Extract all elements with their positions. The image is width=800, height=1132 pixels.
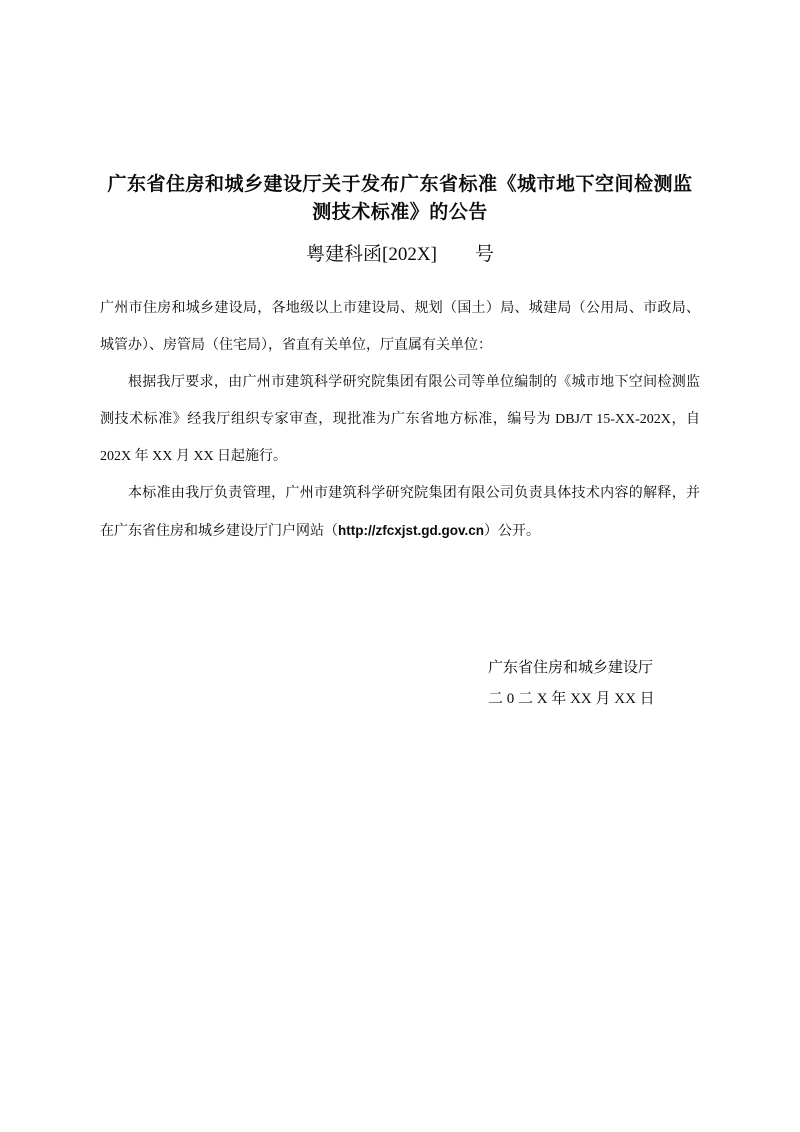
signature-agency: 广东省住房和城乡建设厅	[488, 660, 654, 676]
document-number: 粤建科函[202X] 号	[306, 244, 494, 265]
management-text-after-url: ）公开。	[484, 524, 540, 539]
portal-url: http://zfcxjst.gd.gov.cn	[338, 523, 484, 538]
management-paragraph	[100, 475, 700, 550]
signature-block	[488, 653, 700, 715]
management-text-before-url: 本标准由我厅负责管理，广州市建筑科学研究院集团有限公司负责具体技术内容的解释，并在广东省住房和城乡建设厅门户网站（	[100, 486, 700, 539]
approval-paragraph: 根据我厅要求，由广州市建筑科学研究院集团有限公司等单位编制的《城市地下空间检测监测技术标准》经我厅组织专家审查，现批准为广东省地方标准，编号为 DBJ/T 15-XX-202X，自 202X 年 XX 月 XX 日起施行。	[100, 375, 700, 464]
signature-date: 二 0 二 X 年 XX 月 XX 日	[488, 691, 655, 707]
document-title: 广东省住房和城乡建设厅关于发布广东省标准《城市地下空间检测监测技术标准》的公告	[107, 174, 693, 223]
salutation-paragraph: 广州市住房和城乡建设局，各地级以上市建设局、规划（国土）局、城建局（公用局、市政局、城管办）、房管局（住宅局），省直有关单位，厅直属有关单位：	[100, 301, 700, 353]
